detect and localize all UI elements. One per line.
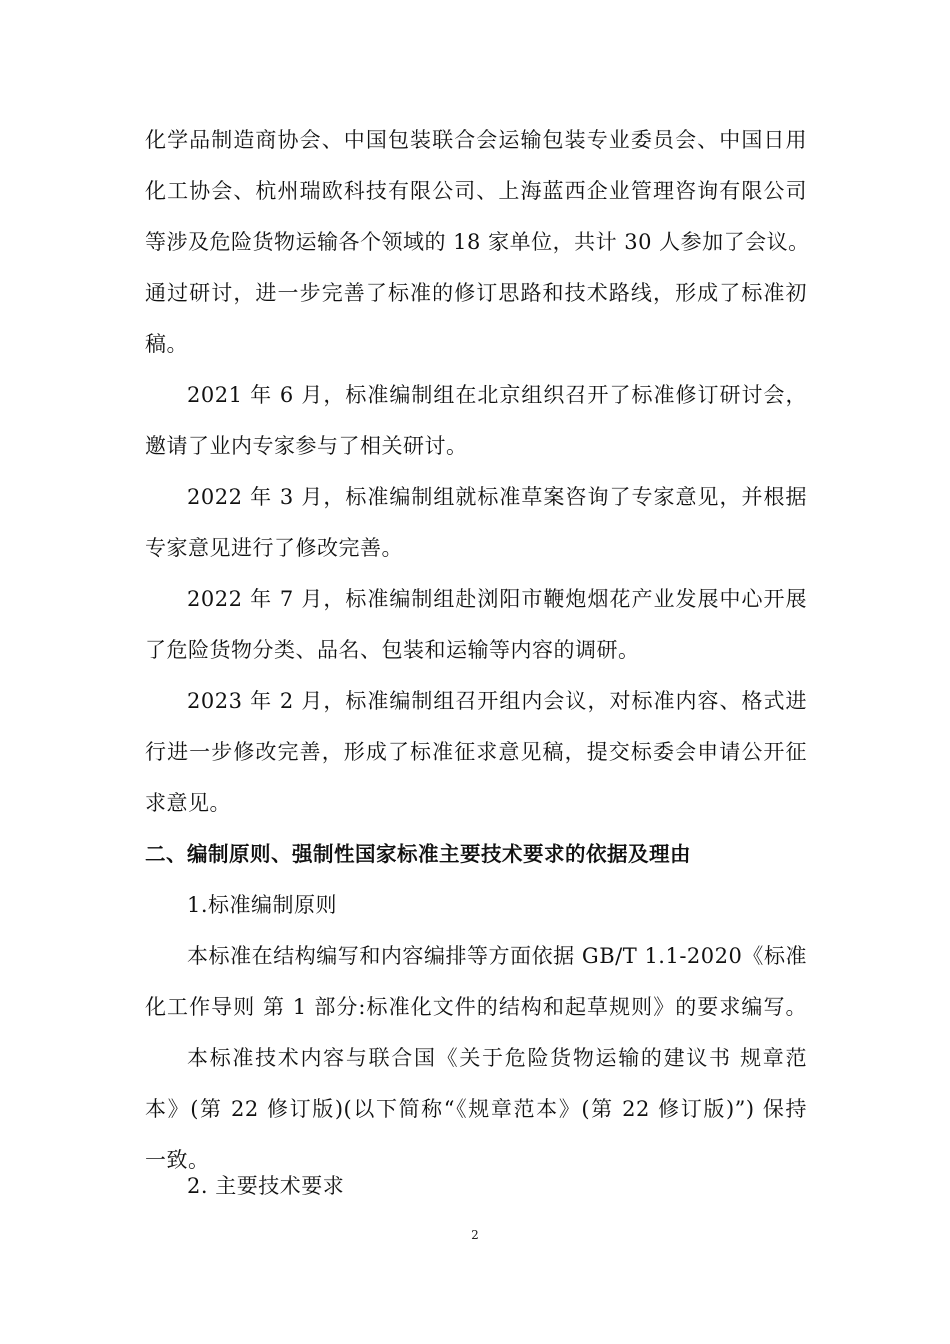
subsection-heading: 2. 主要技术要求 xyxy=(187,1174,345,1198)
page-number: 2 xyxy=(471,1228,479,1242)
paragraph-line: 本标准在结构编写和内容编排等方面依据 GB/T 1.1-2020《标准 xyxy=(187,944,807,968)
paragraph-line: 化工作导则 第 1 部分:标准化文件的结构和起草规则》的要求编写。 xyxy=(145,995,807,1019)
paragraph-line: 本标准技术内容与联合国《关于危险货物运输的建议书 规章范 xyxy=(187,1046,807,1070)
paragraph-line: 2023 年 2 月，标准编制组召开组内会议，对标准内容、格式进 xyxy=(187,689,807,713)
paragraph-line: 通过研讨，进一步完善了标准的修订思路和技术路线，形成了标准初 xyxy=(145,281,807,305)
paragraph-line: 化工协会、杭州瑞欧科技有限公司、上海蓝西企业管理咨询有限公司 xyxy=(145,179,807,203)
paragraph-line: 行进一步修改完善，形成了标准征求意见稿，提交标委会申请公开征 xyxy=(145,740,807,764)
paragraph-line: 2021 年 6 月，标准编制组在北京组织召开了标准修订研讨会， xyxy=(187,383,807,407)
subsection-heading: 1.标准编制原则 xyxy=(187,893,338,917)
paragraph-line: 求意见。 xyxy=(145,791,231,815)
paragraph-line: 一致。 xyxy=(145,1148,210,1172)
paragraph-line: 2022 年 3 月，标准编制组就标准草案咨询了专家意见，并根据 xyxy=(187,485,807,509)
paragraph-line: 稿。 xyxy=(145,332,188,356)
paragraph-line: 专家意见进行了修改完善。 xyxy=(145,536,403,560)
paragraph-line: 化学品制造商协会、中国包装联合会运输包装专业委员会、中国日用 xyxy=(145,128,807,152)
paragraph-line: 本》(第 22 修订版)(以下简称“《规章范本》(第 22 修订版)”) 保持 xyxy=(145,1097,807,1121)
paragraph-line: 2022 年 7 月，标准编制组赴浏阳市鞭炮烟花产业发展中心开展 xyxy=(187,587,807,611)
section-heading: 二、编制原则、强制性国家标准主要技术要求的依据及理由 xyxy=(145,842,691,866)
paragraph-line: 等涉及危险货物运输各个领域的 18 家单位，共计 30 人参加了会议。 xyxy=(145,230,810,254)
paragraph-line: 邀请了业内专家参与了相关研讨。 xyxy=(145,434,468,458)
paragraph-line: 了危险货物分类、品名、包装和运输等内容的调研。 xyxy=(145,638,640,662)
